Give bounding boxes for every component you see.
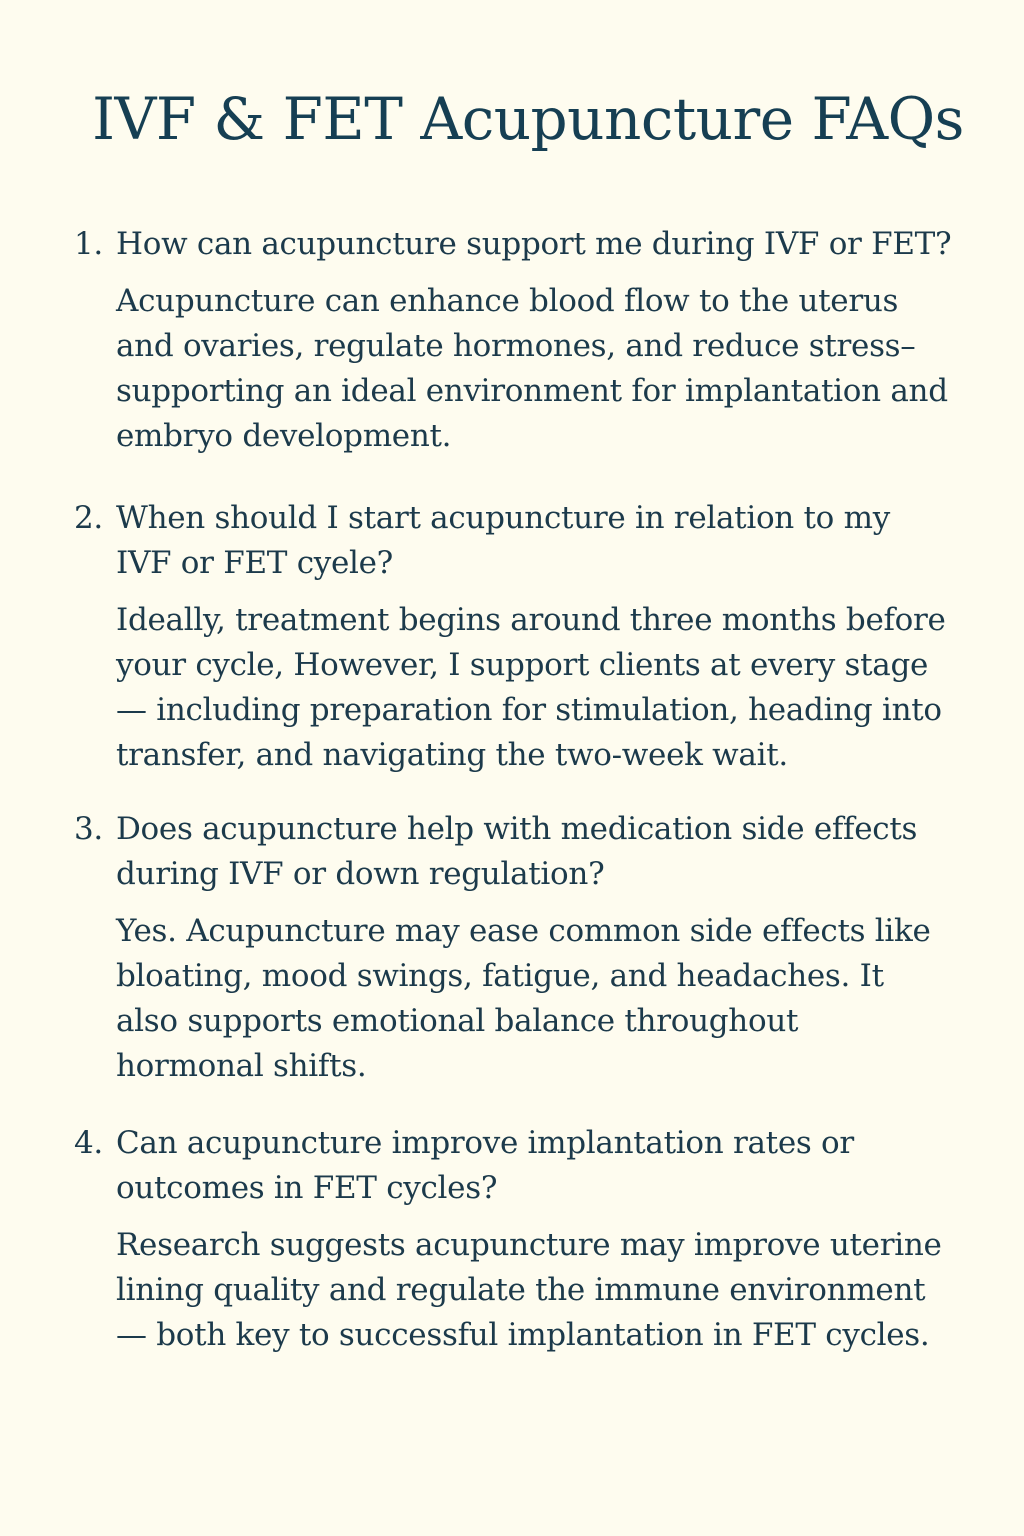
faq-question (74, 1121, 954, 1211)
faq-question-text: When should I start acupuncture in relation to my IVF or FET cyele? (116, 500, 890, 581)
faq-answer: Research suggests acupuncture may improve uterine lining quality and regulate the immune environment— both key to successful implantation in FET cycles. (116, 1227, 942, 1353)
faq-question (74, 496, 954, 586)
faq-number: 3. (74, 811, 103, 847)
faq-answer: Ideally, treatment begins around three months before your cycle, However, I support clients at every stage— including preparation for stimulation, heading into transfer, and navigating the two-week wait. (116, 602, 946, 773)
faq-question-text: How can acupuncture support me during IVF or FET? (116, 226, 952, 262)
faq-number: 2. (74, 500, 103, 536)
faq-item (74, 496, 954, 778)
faq-answer: Acupuncture can enhance blood flow to the uterus and ovaries, regulate hormones, and reduce stress– supporting an ideal environment for implantation and embryo development. (116, 283, 948, 454)
faq-item (74, 807, 954, 1089)
faq-item (74, 1121, 954, 1358)
faq-question-text: Can acupuncture improve implantation rates or outcomes in FET cycles? (116, 1125, 854, 1206)
faq-question-text: Does acupuncture help with medication side effects during IVF or down regulation? (116, 811, 918, 892)
faq-answer: Yes. Acupuncture may ease common side effects like bloating, mood swings, fatigue, and headaches. It also supports emotional balance throughout hormonal shifts. (116, 913, 931, 1084)
faq-item (74, 222, 954, 459)
page-title: IVF & FET Acupuncture FAQs (92, 85, 964, 153)
faq-number: 1. (74, 226, 103, 262)
faq-question (74, 807, 954, 897)
faq-question (74, 222, 954, 267)
faq-number: 4. (74, 1125, 103, 1161)
